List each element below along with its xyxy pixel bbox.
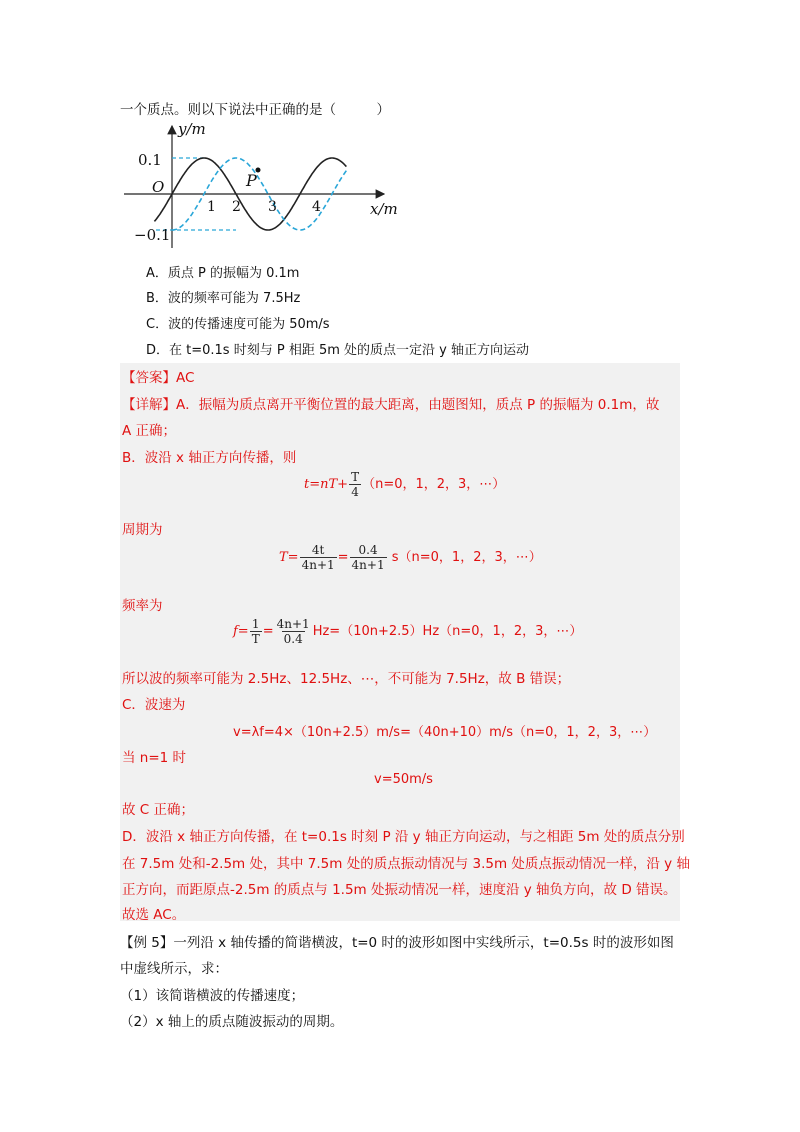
answer-tag: 【答案】 — [122, 370, 176, 386]
origin-label: O — [152, 178, 165, 196]
equation-2 — [279, 543, 542, 572]
eq2-tail: （n=0，1，2，3，⋯） — [398, 550, 542, 565]
answer-value: AC — [176, 370, 195, 386]
option-d: D．在 t=0.1s 时刻与 P 相距 5m 处的质点一定沿 y 轴正方向运动 — [146, 343, 529, 358]
y-pos-label: 0.1 — [138, 151, 162, 169]
eq3-num-1: 1 — [251, 617, 260, 631]
eq1-num: T — [351, 470, 360, 484]
explanation-line-1 — [122, 393, 659, 413]
example5-line-1: 【例 5】一列沿 x 轴传播的简谐横波，t=0 时的波形如图中实线所示，t=0.5s 时的波形如图 — [120, 935, 674, 951]
eq2-num-1: 4t — [311, 543, 325, 557]
eq3-fraction-2 — [275, 617, 312, 646]
explanation-line-3: B．波沿 x 轴正方向传播，则 — [122, 450, 297, 466]
eq1-den: 4 — [351, 485, 359, 499]
x-tick-1: 1 — [207, 199, 216, 215]
equation-1 — [304, 470, 505, 499]
c-correct-line: 故 C 正确； — [122, 802, 195, 818]
eq3-equals: = — [262, 624, 274, 639]
point-p-label: P — [246, 171, 257, 190]
example5-question-1: （1）该简谐横波的传播速度； — [120, 988, 305, 1004]
eq2-unit: s — [391, 550, 399, 565]
explanation-tag: 【详解】 — [122, 397, 176, 413]
eq2-den-1: 4n+1 — [301, 558, 335, 572]
eq2-num-2: 0.4 — [358, 543, 378, 557]
freq-label: 频率为 — [122, 598, 163, 614]
explanation-d-line-2: 在 7.5m 处和-2.5m 处，其中 7.5m 处的质点振动情况与 3.5m 处质点振动情况一样，沿 y 轴 — [122, 856, 690, 872]
eq3-den-2: 0.4 — [283, 632, 303, 646]
eq2-equals: = — [337, 550, 349, 565]
eq3-lhs: f= — [233, 624, 249, 639]
option-c: C．波的传播速度可能为 50m/s — [146, 317, 330, 332]
wave-speed-label: C．波速为 — [122, 697, 186, 713]
when-n1-line: 当 n=1 时 — [122, 750, 187, 766]
explanation-d-line-1: D．波沿 x 轴正方向传播，在 t=0.1s 时刻 P 沿 y 轴正方向运动，与之相距 5m 处的质点分别 — [122, 829, 685, 845]
eq1-tail: （n=0，1，2，3，⋯） — [362, 477, 506, 492]
x-tick-2: 2 — [232, 199, 241, 215]
explanation-d-line-3: 正方向，而距原点-2.5m 的质点与 1.5m 处振动情况一样，速度沿 y 轴负方向，故 D 错误。 — [122, 882, 677, 898]
eq2-fraction-1 — [300, 543, 337, 572]
eq1-lhs: t=nT+ — [304, 477, 349, 492]
explanation-text-1: A．振幅为质点离开平衡位置的最大距离，由题图知，质点 P 的振幅为 0.1m，故 — [176, 397, 660, 413]
x-tick-4: 4 — [312, 199, 321, 215]
eq1-fraction — [349, 470, 361, 499]
example5-line-2: 中虚线所示，求： — [120, 961, 228, 977]
explanation-line-2: A 正确； — [122, 423, 177, 439]
y-axis-label: y/m — [178, 120, 206, 138]
eq3-tail: Hz=（10n+2.5）Hz（n=0，1，2，3，⋯） — [312, 624, 583, 639]
freq-conclusion: 所以波的频率可能为 2.5Hz、12.5Hz、⋯，不可能为 7.5Hz，故 B 错误； — [122, 671, 571, 687]
equation-4: v=λf=4×（10n+2.5）m/s=（40n+10）m/s（n=0，1，2，3，⋯） — [233, 725, 657, 740]
x-axis-label: x/m — [370, 200, 398, 218]
y-neg-label: −0.1 — [134, 226, 171, 244]
option-a: A．质点 P 的振幅为 0.1m — [146, 266, 300, 281]
x-tick-3: 3 — [268, 199, 277, 215]
equation-5: v=50m/s — [374, 772, 433, 787]
eq3-num-2: 4n+1 — [276, 617, 310, 631]
eq2-lhs: T= — [279, 550, 299, 565]
period-label: 周期为 — [122, 522, 163, 538]
eq3-fraction-1 — [250, 617, 262, 646]
equation-3 — [233, 617, 582, 646]
final-answer-line: 故选 AC。 — [122, 907, 186, 923]
example5-question-2: （2）x 轴上的质点随波振动的周期。 — [120, 1014, 344, 1030]
eq3-den-1: T — [251, 632, 260, 646]
eq2-den-2: 4n+1 — [351, 558, 385, 572]
eq2-fraction-2 — [350, 543, 387, 572]
answer-line — [122, 366, 194, 386]
option-b: B．波的频率可能为 7.5Hz — [146, 291, 301, 306]
question-intro: 一个质点。则以下说法中正确的是（ ） — [120, 102, 390, 118]
